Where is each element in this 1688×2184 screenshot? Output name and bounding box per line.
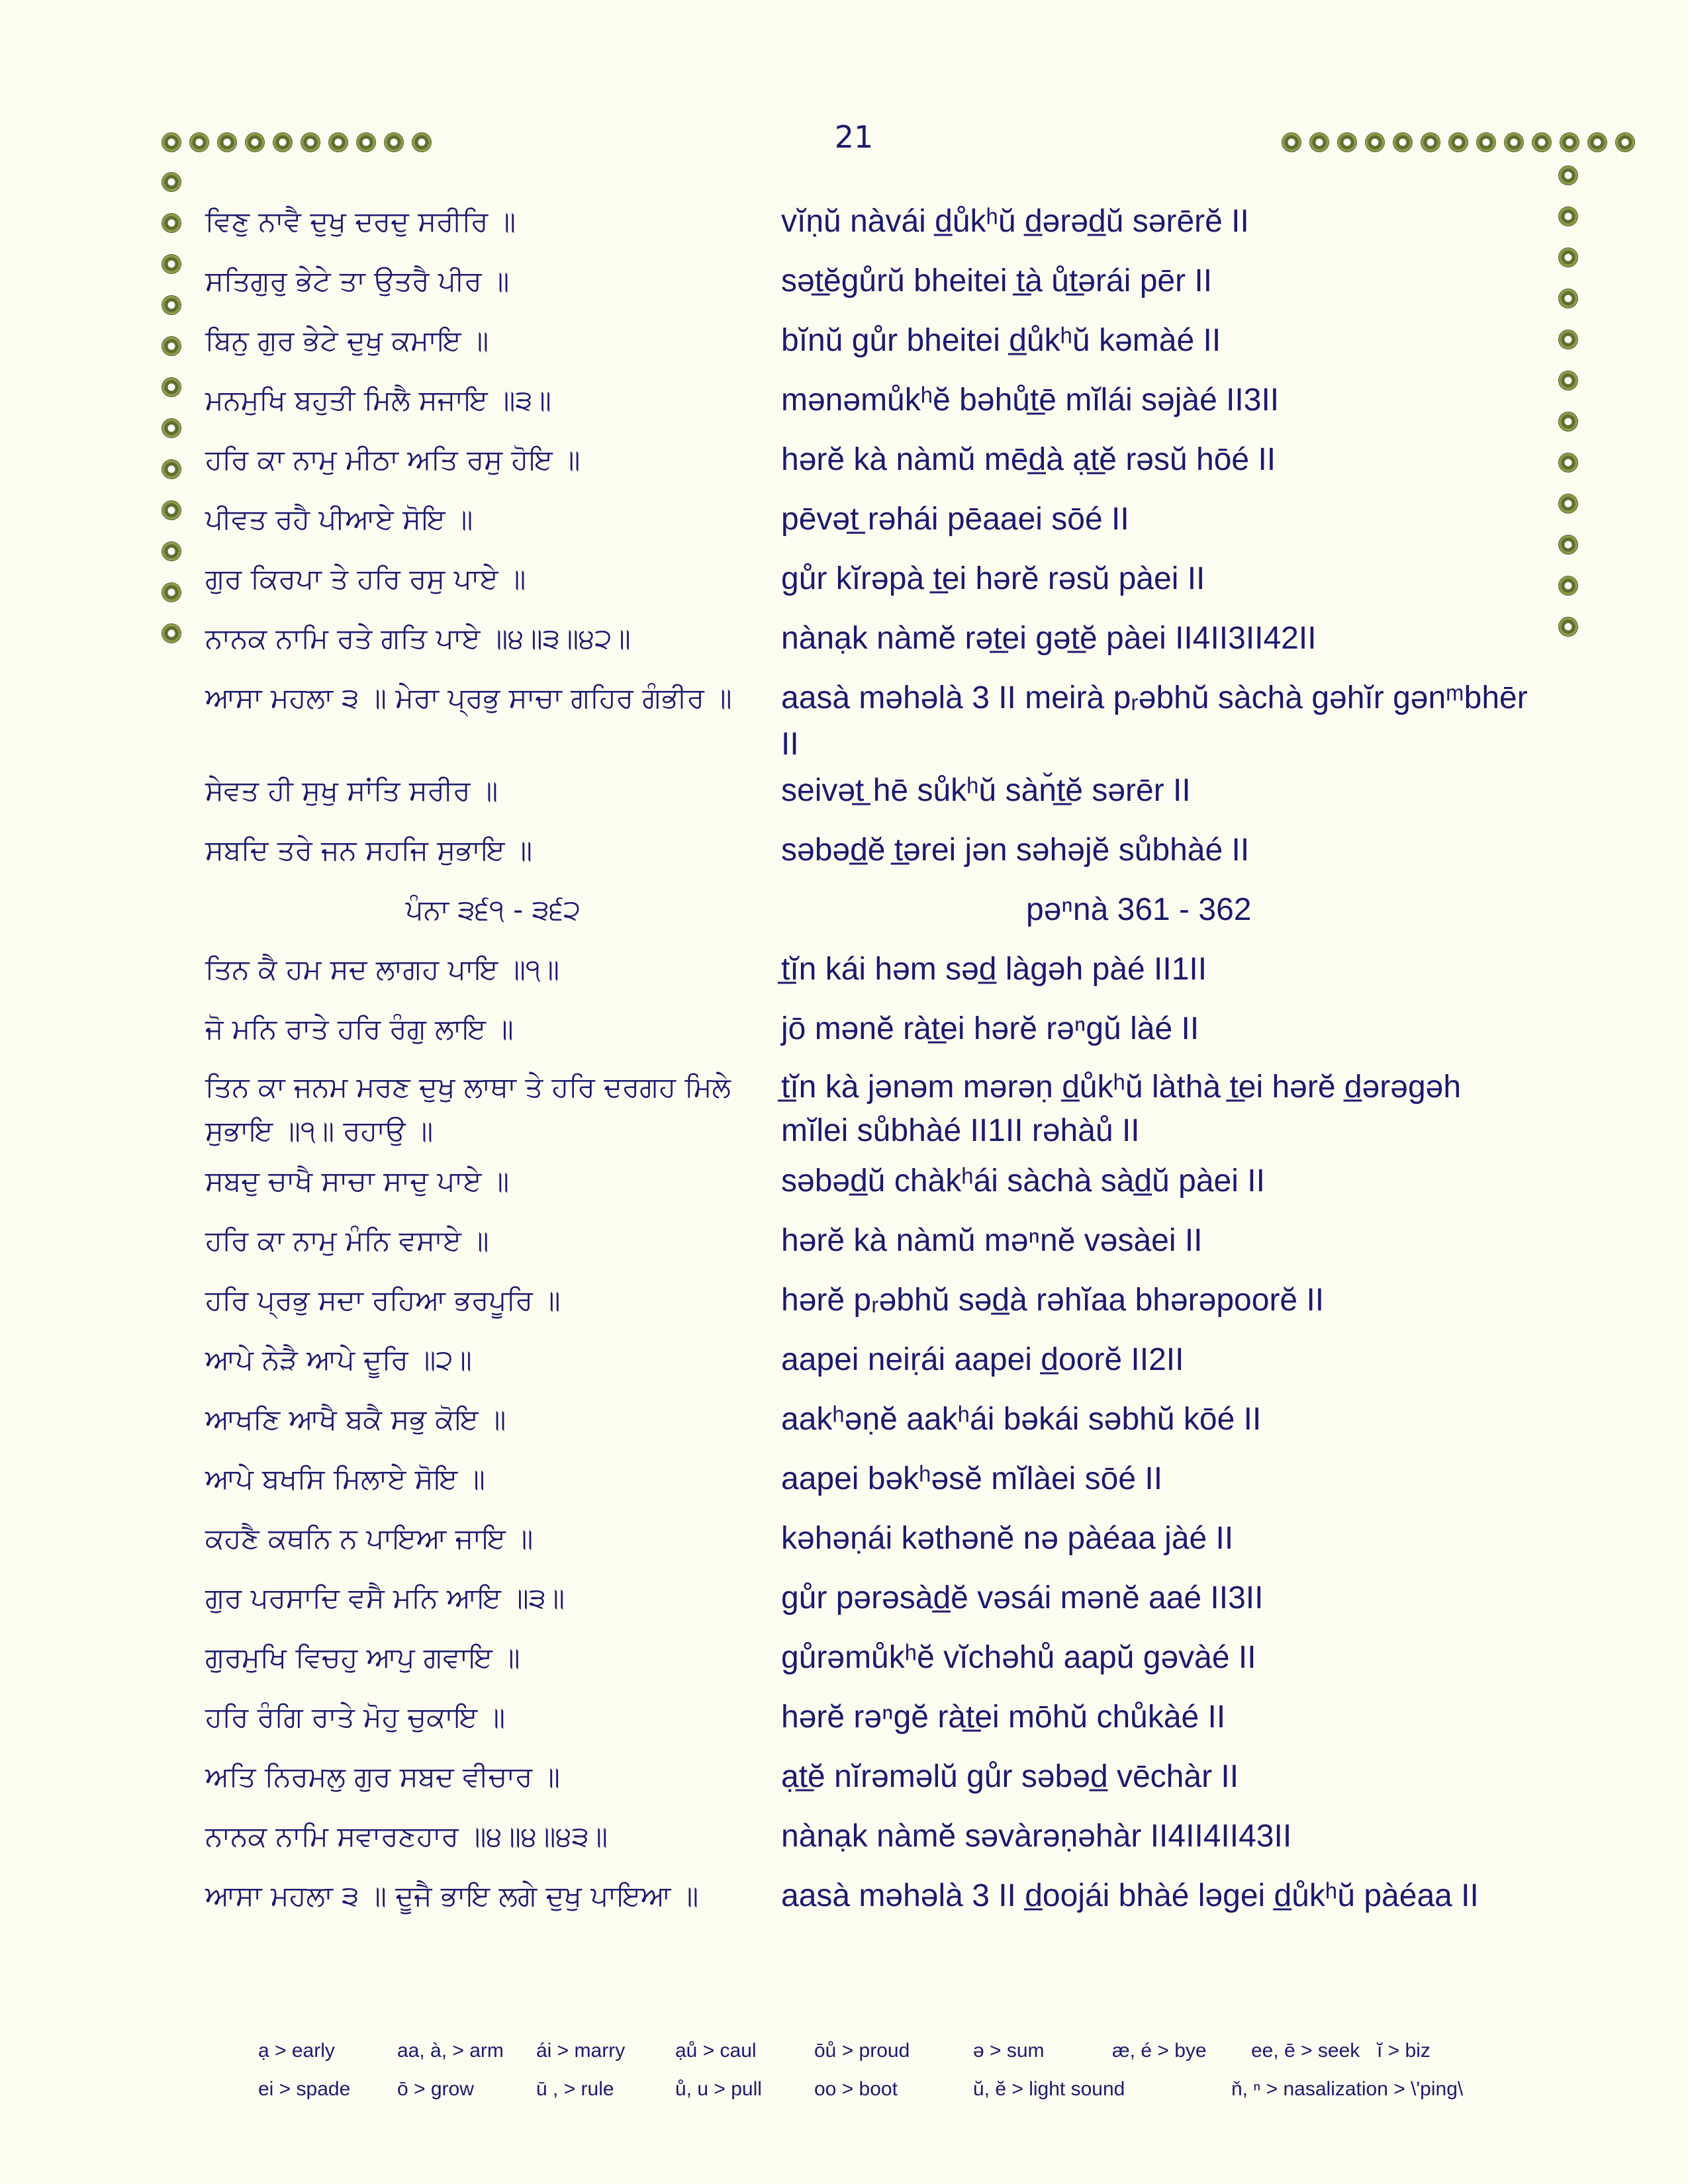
- flower-ornament-icon: [381, 130, 406, 155]
- legend-item: ei > spade: [258, 2078, 351, 2100]
- transliteration-line: aakʰəṇĕ aakʰái bəkái səbhŭ kōé II: [781, 1402, 1262, 1437]
- flower-ornament-icon: [409, 130, 434, 155]
- flower-ornament-icon: [159, 498, 184, 523]
- verse-row: [205, 1635, 1529, 1681]
- flower-ornament-icon: [159, 580, 184, 605]
- flower-ornament-icon: [1418, 130, 1443, 155]
- verse-row: [205, 1218, 1529, 1264]
- transliteration-line: sət̲ĕgůrŭ bheitei t̲à ůt̲ərái pēr II: [781, 263, 1213, 298]
- transliteration-line: seivət̲ hē sůkʰŭ sàn̆t̲ĕ sərēr II: [781, 773, 1191, 808]
- verse-row: [205, 1277, 1529, 1324]
- gurmukhi-line: ਤਿਨ ਕਾ ਜਨਮ ਮਰਣ ਦੁਖੁ ਲਾਥਾ ਤੇ ਹਰਿ ਦਰਗਹ ਮਿਲੇ ਸੁਭਾਇ ॥੧॥ ਰਹਾਉ ॥: [205, 1071, 731, 1147]
- verse-row: [205, 827, 1529, 874]
- flower-ornament-icon: [1556, 614, 1581, 639]
- verse-row: [205, 1396, 1529, 1443]
- transliteration-line: nànạk nàmĕ səvàrəṇəhàr II4II4II43II: [781, 1819, 1292, 1854]
- verse-row: [205, 675, 1529, 768]
- flower-ornament-icon: [159, 334, 184, 359]
- gurmukhi-line: ਹਰਿ ਕਾ ਨਾਮੁ ਮੰਨਿ ਵਸਾਏ ॥: [205, 1224, 489, 1257]
- legend-item: ň, ⁿ > nasalization > \'ping\: [1231, 2078, 1464, 2100]
- flower-ornament-icon: [1362, 130, 1387, 155]
- flower-ornament-icon: [159, 293, 184, 318]
- legend-item: ạ > early: [258, 2040, 335, 2062]
- legend-item: aa, à, > arm: [397, 2040, 504, 2062]
- flower-ornament-icon: [1501, 130, 1526, 155]
- flower-ornament-icon: [1556, 163, 1581, 188]
- transliteration-line: aasà məhəlà 3 II d̲oojái bhàé ləgei d̲ůkʰŭ pàéaa II: [781, 1878, 1479, 1913]
- transliteration-line: nànạk nàmĕ rət̲ei gət̲ĕ pàei II4II3II42II: [781, 621, 1317, 656]
- legend-item: ū , > rule: [536, 2078, 614, 2100]
- flower-ornament-icon: [1556, 204, 1581, 229]
- flower-ornament-icon: [159, 130, 184, 155]
- verse-row: [205, 556, 1529, 602]
- flower-ornament-icon: [1556, 491, 1581, 516]
- transliteration-line: səbəd̲ŭ chàkʰái sàchà sàd̲ŭ pàei II: [781, 1163, 1265, 1199]
- page-number: 21: [834, 119, 874, 155]
- transliteration-line: kəhəṇái kəthənĕ nə pàéaa jàé II: [781, 1521, 1234, 1556]
- verse-row: [205, 1575, 1529, 1621]
- flower-ornament-icon: [159, 539, 184, 564]
- verse-row: [205, 1456, 1529, 1502]
- verse-row: [205, 1006, 1529, 1052]
- transliteration-line: jō mənĕ ràt̲ei hərĕ rəⁿgŭ làé II: [781, 1011, 1199, 1046]
- verse-row: [205, 1813, 1529, 1860]
- transliteration-line: gůr kĭrəpà t̲ei hərĕ rəsŭ pàei II: [781, 561, 1205, 596]
- flower-ornament-icon: [1474, 130, 1499, 155]
- top-left-ornament-row: [159, 130, 434, 155]
- verse-row: [205, 1066, 1529, 1153]
- gurmukhi-line: ਸਤਿਗੁਰੁ ਭੇਟੇ ਤਾ ਉਤਰੈ ਪੀਰ ॥: [205, 265, 510, 297]
- flower-ornament-icon: [242, 130, 267, 155]
- flower-ornament-icon: [1556, 409, 1581, 434]
- verse-row: [205, 258, 1529, 304]
- gurmukhi-line: ਗੁਰ ਪਰਸਾਦਿ ਵਸੈ ਮਨਿ ਆਇ ॥੩॥: [205, 1582, 565, 1614]
- verse-row: [205, 199, 1529, 245]
- transliteration-line: gůrəmůkʰĕ vĭchəhů aapŭ gəvàé II: [781, 1640, 1256, 1675]
- gurmukhi-line: ਪੀਵਤ ਰਹੈ ਪੀਆਏ ਸੋਇ ॥: [205, 503, 473, 535]
- transliteration-line: aapei neiṛái aapei d̲oorĕ II2II: [781, 1342, 1184, 1377]
- verse-row: [205, 615, 1529, 662]
- transliteration-line: aapei bəkʰəsĕ mĭlàei sōé II: [781, 1461, 1163, 1496]
- page-reference-row: [205, 887, 1529, 933]
- flower-ornament-icon: [1556, 573, 1581, 598]
- verse-row: [205, 377, 1529, 424]
- gurmukhi-page-reference: ਪੰਨਾ ੩੬੧ - ੩੬੨: [405, 893, 581, 926]
- flower-ornament-icon: [270, 130, 295, 155]
- flower-ornament-icon: [353, 130, 379, 155]
- gurmukhi-line: ਵਿਣੁ ਨਾਵੈ ਦੁਖੁ ਦਰਦੁ ਸਰੀਰਿ ॥: [205, 205, 516, 238]
- legend-item: ə > sum: [973, 2040, 1045, 2062]
- flower-ornament-icon: [1279, 130, 1304, 155]
- transliteration-line: hərĕ kà nàmŭ mēd̲à ạt̲ĕ rəsŭ hōé II: [781, 442, 1276, 477]
- transliteration-line: t̲ĭn kà jənəm mərəṇ d̲ůkʰŭ làthà t̲ei hərĕ d̲ərəgəh mĭlei sůbhàé II1II rəhàů II: [781, 1069, 1462, 1148]
- flower-ornament-icon: [1446, 130, 1471, 155]
- flower-ornament-icon: [298, 130, 323, 155]
- flower-ornament-icon: [159, 169, 184, 195]
- verse-row: [205, 318, 1529, 364]
- gurmukhi-line: ਹਰਿ ਕਾ ਨਾਮੁ ਮੀਠਾ ਅਤਿ ਰਸੁ ਹੋਇ ॥: [205, 443, 581, 476]
- legend-item: oo > boot: [814, 2078, 898, 2100]
- transliteration-line: hərĕ kà nàmŭ məⁿnĕ vəsàei II: [781, 1223, 1203, 1258]
- flower-ornament-icon: [1556, 368, 1581, 393]
- verse-row: [205, 1873, 1529, 1919]
- flower-ornament-icon: [1556, 286, 1581, 311]
- flower-ornament-icon: [159, 375, 184, 400]
- gurmukhi-line: ਹਰਿ ਰੰਗਿ ਰਾਤੇ ਮੋਹੁ ਚੁਕਾਇ ॥: [205, 1701, 506, 1733]
- verse-row: [205, 1754, 1529, 1800]
- legend-row-2: [258, 2070, 1463, 2109]
- gurmukhi-line: ਆਪੇ ਨੇੜੈ ਆਪੇ ਦੂਰਿ ॥੨॥: [205, 1343, 472, 1376]
- flower-ornament-icon: [159, 210, 184, 236]
- legend-row-1: [258, 2032, 1463, 2070]
- transliteration-line: səbəd̲ĕ t̲ərei jən səhəjĕ sůbhàé II: [781, 833, 1250, 868]
- transliteration-line: hərĕ rəⁿgĕ ràt̲ei mōhŭ chůkàé II: [781, 1700, 1226, 1735]
- verse-row: [205, 946, 1529, 993]
- gurmukhi-line: ਨਾਨਕ ਨਾਮਿ ਸਵਾਰਣਹਾਰ ॥੪॥੪॥੪੩॥: [205, 1820, 608, 1852]
- transliteration-line: pēvət̲ rəhái pēaaei sōé II: [781, 502, 1129, 537]
- legend-item: ŭ, ĕ > light sound: [973, 2078, 1125, 2100]
- flower-ornament-icon: [1556, 327, 1581, 352]
- transliteration-page-reference: pəⁿnà 361 - 362: [1026, 892, 1252, 927]
- flower-ornament-icon: [1585, 130, 1610, 155]
- flower-ornament-icon: [1335, 130, 1360, 155]
- transliteration-line: mənəmůkʰĕ bəhůt̲ē mĭlái səjàé II3II: [781, 383, 1280, 418]
- transliteration-line: hərĕ pᵣəbhŭ səd̲à rəhĭaa bhərəpoorĕ II: [781, 1283, 1325, 1318]
- flower-ornament-icon: [159, 457, 184, 482]
- pronunciation-legend: [258, 2032, 1463, 2109]
- legend-item: ái > marry: [536, 2040, 626, 2062]
- legend-item: ōů > proud: [814, 2040, 910, 2062]
- gurmukhi-line: ਗੁਰ ਕਿਰਪਾ ਤੇ ਹਰਿ ਰਸੁ ਪਾਏ ॥: [205, 563, 526, 595]
- gurmukhi-line: ਆਸਾ ਮਹਲਾ ੩ ॥ ਦੂਜੈ ਭਾਇ ਲਗੇ ਦੁਖੁ ਪਾਇਆ ॥: [205, 1880, 699, 1912]
- flower-ornament-icon: [159, 251, 184, 277]
- transliteration-line: t̲ĭn kái həm səd̲ làgəh pàé II1II: [781, 952, 1207, 987]
- flower-ornament-icon: [1557, 130, 1582, 155]
- gurmukhi-line: ਬਿਨੁ ਗੁਰ ਭੇਟੇ ਦੁਖੁ ਕਮਾਇ ॥: [205, 324, 489, 357]
- flower-ornament-icon: [1556, 450, 1581, 475]
- flower-ornament-icon: [1307, 130, 1332, 155]
- flower-ornament-icon: [159, 621, 184, 646]
- gurmukhi-line: ਨਾਨਕ ਨਾਮਿ ਰਤੇ ਗਤਿ ਪਾਏ ॥੪॥੩॥੪੨॥: [205, 622, 631, 655]
- verse-row: [205, 437, 1529, 483]
- gurmukhi-line: ਆਖਣਿ ਆਖੈ ਬਕੈ ਸਭੁ ਕੋਇ ॥: [205, 1403, 506, 1435]
- flower-ornament-icon: [326, 130, 351, 155]
- legend-item: ạů > caul: [675, 2040, 757, 2062]
- flower-ornament-icon: [187, 130, 212, 155]
- transliteration-line: gůr pərəsàd̲ĕ vəsái mənĕ aaé II3II: [781, 1580, 1264, 1615]
- top-right-ornament-row: [1279, 130, 1638, 155]
- gurmukhi-line: ਆਸਾ ਮਹਲਾ ੩ ॥ ਮੇਰਾ ਪ੍ਰਭੁ ਸਾਚਾ ਗਹਿਰ ਗੰਭੀਰ ॥: [205, 682, 732, 714]
- gurmukhi-line: ਸੇਵਤ ਹੀ ਸੁਖੁ ਸਾਂਤਿ ਸਰੀਰ ॥: [205, 774, 498, 807]
- verse-row: [205, 1158, 1529, 1205]
- gurmukhi-line: ਆਪੇ ਬਖਸਿ ਮਿਲਾਏ ਸੋਇ ॥: [205, 1463, 485, 1495]
- flower-ornament-icon: [1613, 130, 1638, 155]
- gurmukhi-line: ਕਹਣੈ ਕਥਨਿ ਨ ਪਾਇਆ ਜਾਇ ॥: [205, 1522, 534, 1555]
- gurmukhi-line: ਜੋ ਮਨਿ ਰਾਤੇ ਹਰਿ ਰੰਗੁ ਲਾਇ ॥: [205, 1013, 514, 1045]
- right-ornament-column: [1556, 163, 1581, 639]
- gurmukhi-line: ਮਨਮੁਖਿ ਬਹੁਤੀ ਮਿਲੈ ਸਜਾਇ ॥੩॥: [205, 384, 551, 416]
- gurmukhi-line: ਅਤਿ ਨਿਰਮਲੁ ਗੁਰ ਸਬਦ ਵੀਚਾਰ ॥: [205, 1760, 560, 1793]
- verse-row: [205, 496, 1529, 543]
- flower-ornament-icon: [214, 130, 240, 155]
- flower-ornament-icon: [1529, 130, 1554, 155]
- transliteration-line: vĭṇŭ nàvái d̲ůkʰŭ d̲ərəd̲ŭ sərērĕ II: [781, 204, 1249, 239]
- verse-row: [205, 1516, 1529, 1562]
- legend-item: ĭ > biz: [1377, 2040, 1430, 2062]
- left-ornament-column: [159, 169, 184, 646]
- gurmukhi-line: ਗੁਰਮੁਖਿ ਵਿਚਹੁ ਆਪੁ ਗਵਾਇ ॥: [205, 1641, 520, 1674]
- legend-item: ee, ē > seek: [1251, 2040, 1360, 2062]
- transliteration-line: ạt̲ĕ nĭrəməlŭ gůr səbəd̲ vēchàr II: [781, 1759, 1239, 1794]
- legend-item: æ, é > bye: [1112, 2040, 1207, 2062]
- transliteration-line: aasà məhəlà 3 II meirà pᵣəbhŭ sàchà gəhĭr gənᵐbhēr II: [781, 680, 1528, 762]
- flower-ornament-icon: [1556, 245, 1581, 270]
- verse-row: [205, 1694, 1529, 1741]
- flower-ornament-icon: [1556, 532, 1581, 557]
- gurmukhi-line: ਸਬਦਿ ਤਰੇ ਜਨ ਸਹਜਿ ਸੁਭਾਇ ॥: [205, 834, 533, 866]
- gurmukhi-line: ਸਬਦੁ ਚਾਖੈ ਸਾਚਾ ਸਾਦੁ ਪਾਏ ॥: [205, 1165, 510, 1197]
- verse-row: [205, 1337, 1529, 1383]
- transliteration-line: bĭnŭ gůr bheitei d̲ůkʰŭ kəmàé II: [781, 323, 1221, 358]
- gurmukhi-line: ਹਰਿ ਪ੍ਰਭੁ ਸਦਾ ਰਹਿਆ ਭਰਪੂਰਿ ॥: [205, 1284, 561, 1316]
- flower-ornament-icon: [159, 416, 184, 441]
- flower-ornament-icon: [1390, 130, 1415, 155]
- verse-row: [205, 768, 1529, 814]
- legend-item: ů, u > pull: [675, 2078, 762, 2100]
- gurmukhi-line: ਤਿਨ ਕੈ ਹਮ ਸਦ ਲਾਗਹ ਪਾਇ ॥੧॥: [205, 953, 560, 985]
- verse-table: [205, 199, 1529, 1919]
- legend-item: ō > grow: [397, 2078, 474, 2100]
